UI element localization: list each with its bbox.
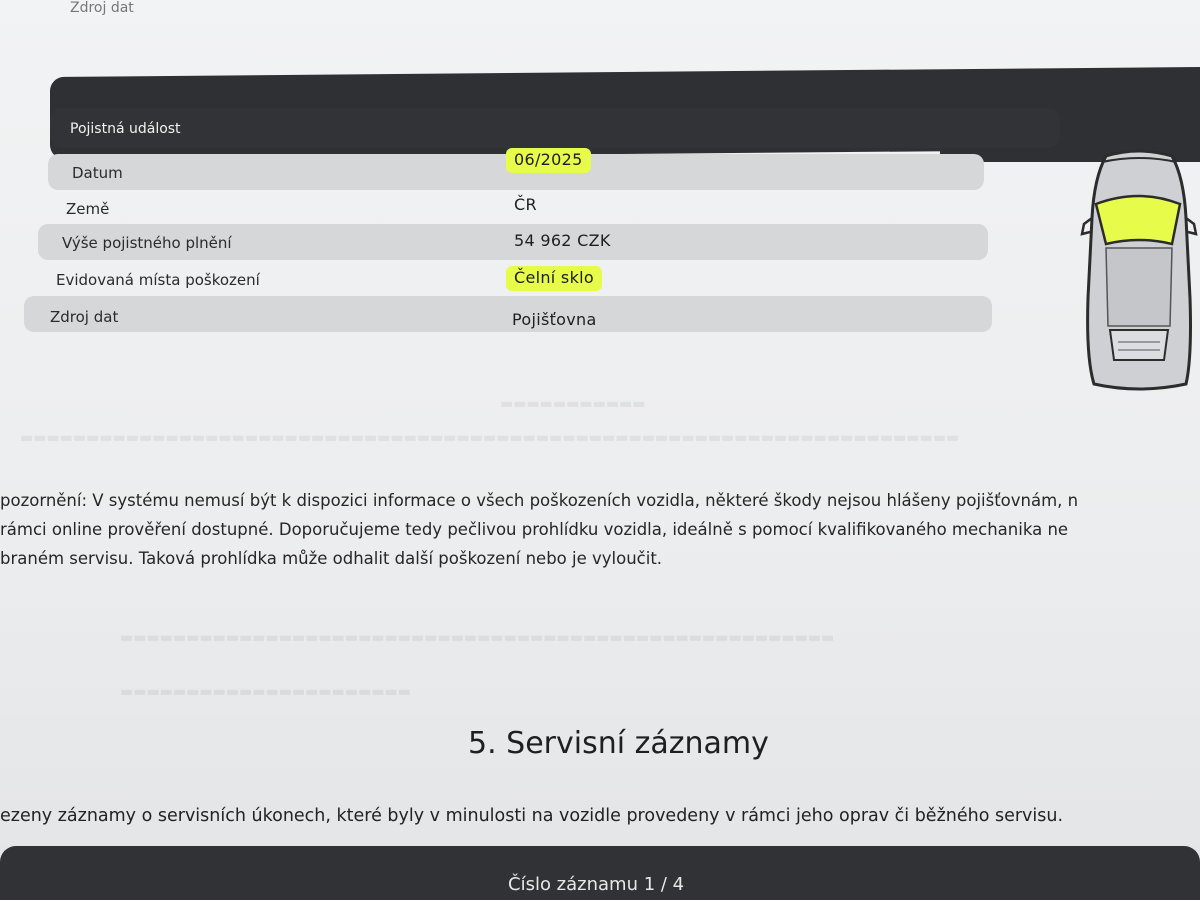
row-value-date — [506, 150, 591, 169]
insurance-event-title: Pojistná událost — [70, 121, 181, 137]
windshield-highlight-icon — [1096, 196, 1180, 244]
section-heading: 5. Servisní záznamy — [468, 726, 769, 761]
row-value-country: ČR — [514, 195, 537, 214]
notice-paragraph — [0, 486, 1200, 573]
row-label-claim-amount: Výše pojistného plnění — [62, 234, 232, 252]
insurance-event-header — [50, 108, 1060, 148]
row-label-data-source: Zdroj dat — [50, 308, 119, 326]
row-value-claim-amount: 54 962 CZK — [514, 231, 611, 250]
row-label-damage-locations: Evidovaná místa poškození — [56, 271, 260, 289]
highlighted-date-value: 06/2025 — [506, 148, 591, 173]
row-label-date: Datum — [72, 164, 123, 182]
bleed-through-text: ▬▬▬▬▬▬▬▬▬▬▬▬▬▬▬▬▬▬▬▬▬▬▬▬▬▬▬▬▬▬▬▬▬▬▬▬▬▬▬▬▬▬▬▬▬▬▬▬▬▬▬▬▬▬▬▬▬▬▬▬▬▬▬▬▬▬▬▬▬▬▬ — [20, 430, 960, 446]
row-value-damage-locations — [506, 268, 602, 287]
notice-line: pozornění: V systému nemusí být k dispozici informace o všech poškozeních vozidla, některé škody nejsou hlášeny pojišťovnám, n — [0, 491, 1079, 510]
bleed-through-text: ▬▬▬▬▬▬▬▬▬▬▬ — [500, 396, 646, 412]
row-value-data-source: Pojišťovna — [512, 310, 597, 329]
record-number-label: Číslo záznamu 1 / 4 — [508, 874, 685, 895]
car-roof-icon — [1106, 248, 1172, 326]
bleed-through-text: ▬▬▬▬▬▬▬▬▬▬▬▬▬▬▬▬▬▬▬▬▬▬▬▬▬▬▬▬▬▬▬▬▬▬▬▬▬▬▬▬▬▬▬▬▬▬▬▬▬▬▬▬▬▬ — [120, 630, 835, 646]
table-row — [44, 190, 980, 226]
notice-line: rámci online prověření dostupné. Doporučujeme tedy pečlivou prohlídku vozidla, ideálně s pomocí kvalifikovaného mechanika ne — [0, 520, 1069, 539]
highlighted-damage-value: Čelní sklo — [506, 266, 602, 291]
bleed-through-text: ▬▬▬▬▬▬▬▬▬▬▬▬▬▬▬▬▬▬▬▬▬▬ — [120, 684, 412, 700]
cut-off-top-text: Zdroj dat — [70, 0, 134, 16]
car-damage-diagram — [1078, 148, 1200, 392]
section-intro: ezeny záznamy o servisních úkonech, které byly v minulosti na vozidle provedeny v rámci jeho oprav či běžného servisu. — [0, 806, 1064, 826]
row-label-country: Země — [66, 200, 110, 218]
table-row — [24, 296, 992, 332]
notice-line: braném servisu. Taková prohlídka může odhalit další poškození nebo je vyloučit. — [0, 549, 663, 568]
rear-window-icon — [1110, 330, 1168, 360]
